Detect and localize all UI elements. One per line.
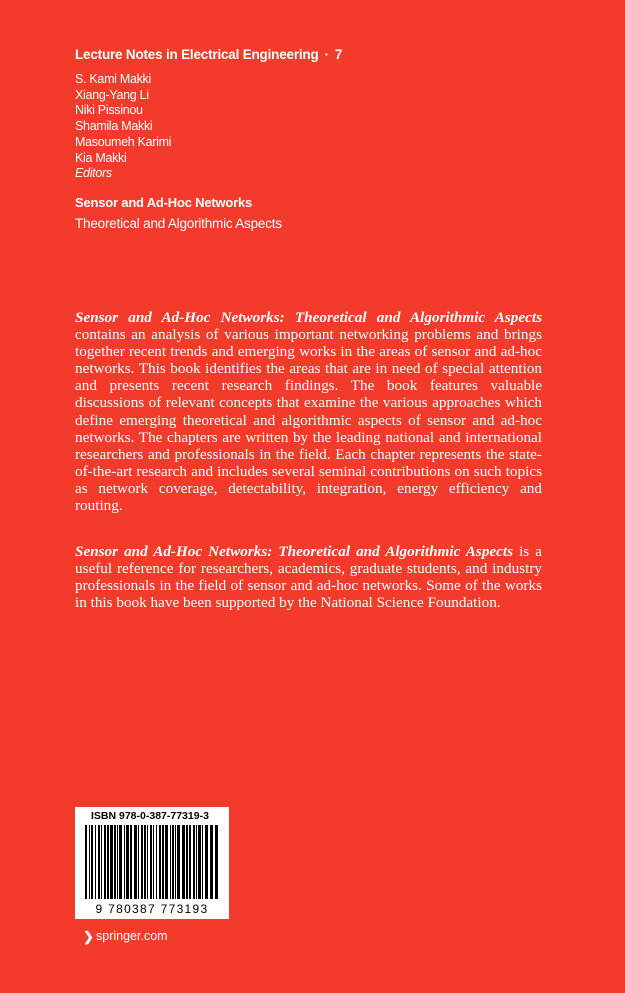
barcode-bar	[153, 825, 154, 899]
editor-name: S. Kami Makki	[75, 72, 151, 86]
barcode-bar	[182, 825, 185, 899]
barcode-bar	[141, 825, 143, 899]
barcode-bar	[124, 825, 125, 899]
blurb-lead-title: Sensor and Ad-Hoc Networks: Theoretical and Algorithmic Aspects	[75, 543, 514, 560]
editor-name: Kia Makki	[75, 150, 127, 165]
barcode-bar	[202, 825, 203, 899]
publisher-url: springer.com	[96, 929, 168, 943]
barcode-bar	[193, 825, 195, 899]
barcode-bar	[101, 825, 102, 899]
chevron-right-icon: ❯	[83, 929, 94, 944]
barcode-bar	[134, 825, 137, 899]
series-separator: ·	[324, 47, 329, 62]
editors-list	[75, 72, 171, 182]
book-title: Sensor and Ad-Hoc Networks	[75, 195, 253, 210]
barcode-bar	[91, 825, 93, 899]
barcode-bar	[165, 825, 168, 899]
series-volume: 7	[334, 47, 343, 62]
barcode-bars	[79, 825, 225, 903]
barcode-bar	[130, 825, 132, 899]
isbn-label: ISBN 978-0-387-77319-3	[91, 810, 209, 822]
barcode-bar	[126, 825, 129, 899]
barcode-bar	[189, 825, 191, 899]
blurb-lead-title: Sensor and Ad-Hoc Networks: Theoretical and Algorithmic Aspects	[75, 309, 542, 326]
blurb-paragraph-2	[75, 543, 542, 611]
editors-role-label: Editors	[75, 166, 112, 181]
barcode-bar	[156, 825, 157, 899]
editor-name: Niki Pissinou	[75, 103, 143, 118]
blurb-paragraph-1	[75, 309, 542, 514]
barcode-bar	[198, 825, 201, 899]
publisher-link[interactable]	[83, 929, 168, 944]
barcode-bar	[85, 825, 87, 899]
barcode-bar	[205, 825, 208, 899]
series-line	[75, 47, 342, 62]
barcode-bar	[215, 825, 218, 899]
barcode-bar	[177, 825, 180, 899]
barcode-bar	[107, 825, 109, 899]
barcode-bar	[144, 825, 146, 899]
barcode-bar	[170, 825, 171, 899]
barcode-bar	[162, 825, 164, 899]
barcode-bar	[159, 825, 161, 899]
barcode-bar	[138, 825, 139, 899]
editor-name: Shamila Makki	[75, 119, 153, 134]
barcode-bar	[114, 825, 116, 899]
book-subtitle: Theoretical and Algorithmic Aspects	[75, 216, 282, 231]
blurb-body-text: contains an analysis of various important networking problems and brings together recent trends and emerging works in the areas of sensor and ad-hoc networks. This book identifies the areas that are in need of special attention and presents recent research findings. The book features valuable discussions of relevant concepts that examine the various approaches which define emerging theoretical and algorithmic aspects of sensor and ad-hoc networks. The chapters are written by the leading national and international researchers and professionals in the field. Each chapter represents the state-of-the-art research and includes several seminal contributions on such topics as network coverage, detectability, integration, energy efficiency and routing.	[75, 326, 542, 515]
barcode-bar	[147, 825, 148, 899]
editor-name: Masoumeh Karimi	[75, 134, 172, 149]
barcode-bar	[196, 825, 197, 899]
barcode-bar	[150, 825, 152, 899]
ean-digits: 9 780387 773193	[95, 902, 209, 916]
editor-name: Xiang-Yang Li	[75, 87, 149, 102]
series-name: Lecture Notes in Electrical Engineering	[75, 47, 319, 62]
barcode-bar	[175, 825, 176, 899]
barcode-bar	[89, 825, 90, 899]
barcode-bar	[95, 825, 96, 899]
isbn-barcode	[75, 807, 229, 919]
barcode-bar	[186, 825, 188, 899]
barcode-bar	[172, 825, 174, 899]
barcode-bar	[119, 825, 122, 899]
barcode-bar	[117, 825, 118, 899]
barcode-bar	[104, 825, 106, 899]
barcode-bar	[210, 825, 213, 899]
barcode-bar	[98, 825, 100, 899]
blurb-body-text: is a useful reference for researchers, academics, graduate students, and industry professionals in the field of sensor and ad-hoc networks. Some of the works in this book have been supported by the National Science Foundation.	[75, 543, 543, 612]
barcode-bar	[110, 825, 113, 899]
